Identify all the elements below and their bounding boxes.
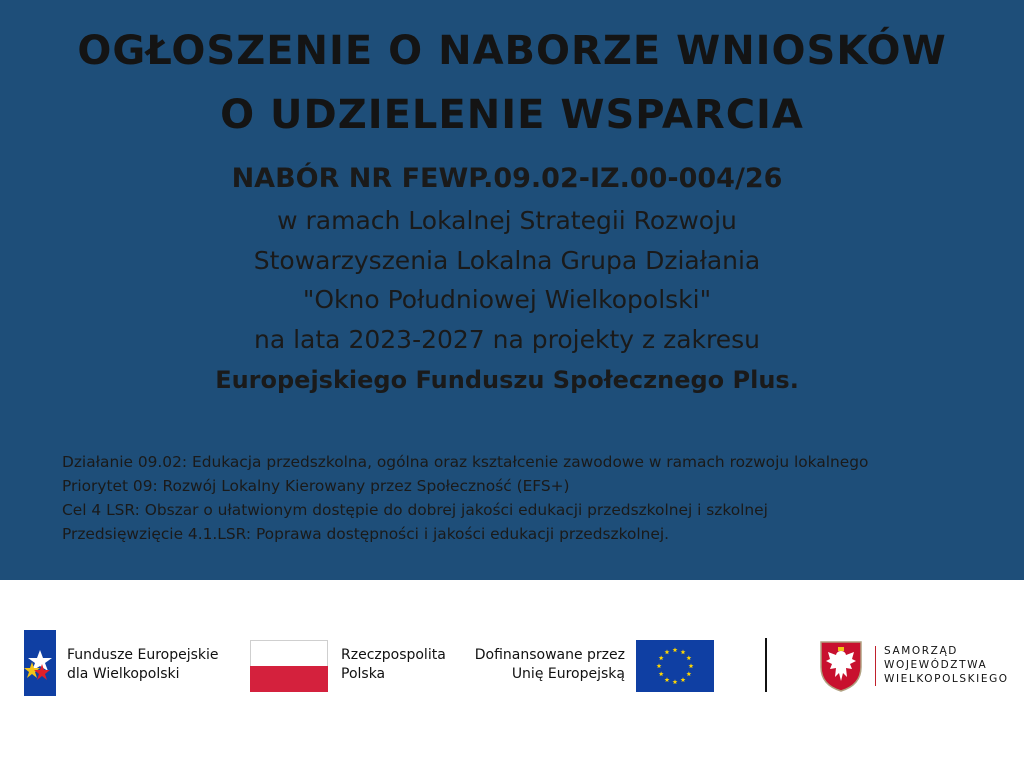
details-block (62, 450, 1012, 546)
subtitle-line-5: Europejskiego Funduszu Społecznego Plus. (215, 366, 799, 394)
ue-label-line2: Unię Europejską (511, 666, 625, 682)
detail-line: Priorytet 09: Rozwój Lokalny Kierowany przez Społeczność (EFS+) (62, 477, 570, 495)
page-title-line-2: O UDZIELENIE WSPARCIA (220, 92, 804, 138)
rp-logo-label (341, 646, 446, 684)
subtitle-line-1: w ramach Lokalnej Strategii Rozwoju (277, 206, 737, 235)
rp-label-line2: Polska (341, 666, 386, 682)
fe-logo-label (67, 646, 219, 684)
subtitle-line-2: Stowarzyszenia Lokalna Grupa Działania (253, 246, 761, 275)
sam-label-line2: WOJEWÓDZTWA (884, 659, 988, 671)
subtitle-line-4: na lata 2023-2027 na projekty z zakresu (254, 325, 760, 354)
sam-label-line1: SAMORZĄD (884, 645, 958, 657)
fe-label-line2: dla Wielkopolski (67, 666, 180, 682)
page-title-line-1: OGŁOSZENIE O NABORZE WNIOSKÓW (77, 28, 947, 74)
ue-label-line1: Dofinansowane przez (474, 647, 625, 663)
rp-label-line1: Rzeczpospolita (341, 647, 446, 663)
fe-star-logo-icon (20, 628, 58, 698)
detail-line: Cel 4 LSR: Obszar o ułatwionym dostępie do dobrej jakości edukacji przedszkolnej i szkolnej (62, 501, 768, 519)
polish-flag-icon (250, 640, 328, 692)
eagle-coat-of-arms-icon (818, 639, 864, 693)
call-number: NABÓR NR FEWP.09.02-IZ.00-004/26 (231, 163, 783, 194)
samorzad-divider (875, 646, 876, 686)
logo-divider (765, 638, 767, 692)
detail-line: Przedsięwzięcie 4.1.LSR: Poprawa dostępności i jakości edukacji przedszkolnej. (62, 525, 670, 543)
detail-line: Działanie 09.02: Edukacja przedszkolna, ogólna oraz kształcenie zawodowe w ramach rozwoju lokalnego (62, 453, 869, 471)
samorzad-logo-label (884, 644, 1009, 686)
ue-logo-label (470, 646, 625, 684)
subtitle-line-3: "Okno Południowej Wielkopolski" (302, 285, 712, 314)
sam-label-line3: WIELKOPOLSKIEGO (884, 673, 1009, 685)
eu-flag-icon (636, 640, 714, 692)
fe-label-line1: Fundusze Europejskie (67, 647, 219, 663)
